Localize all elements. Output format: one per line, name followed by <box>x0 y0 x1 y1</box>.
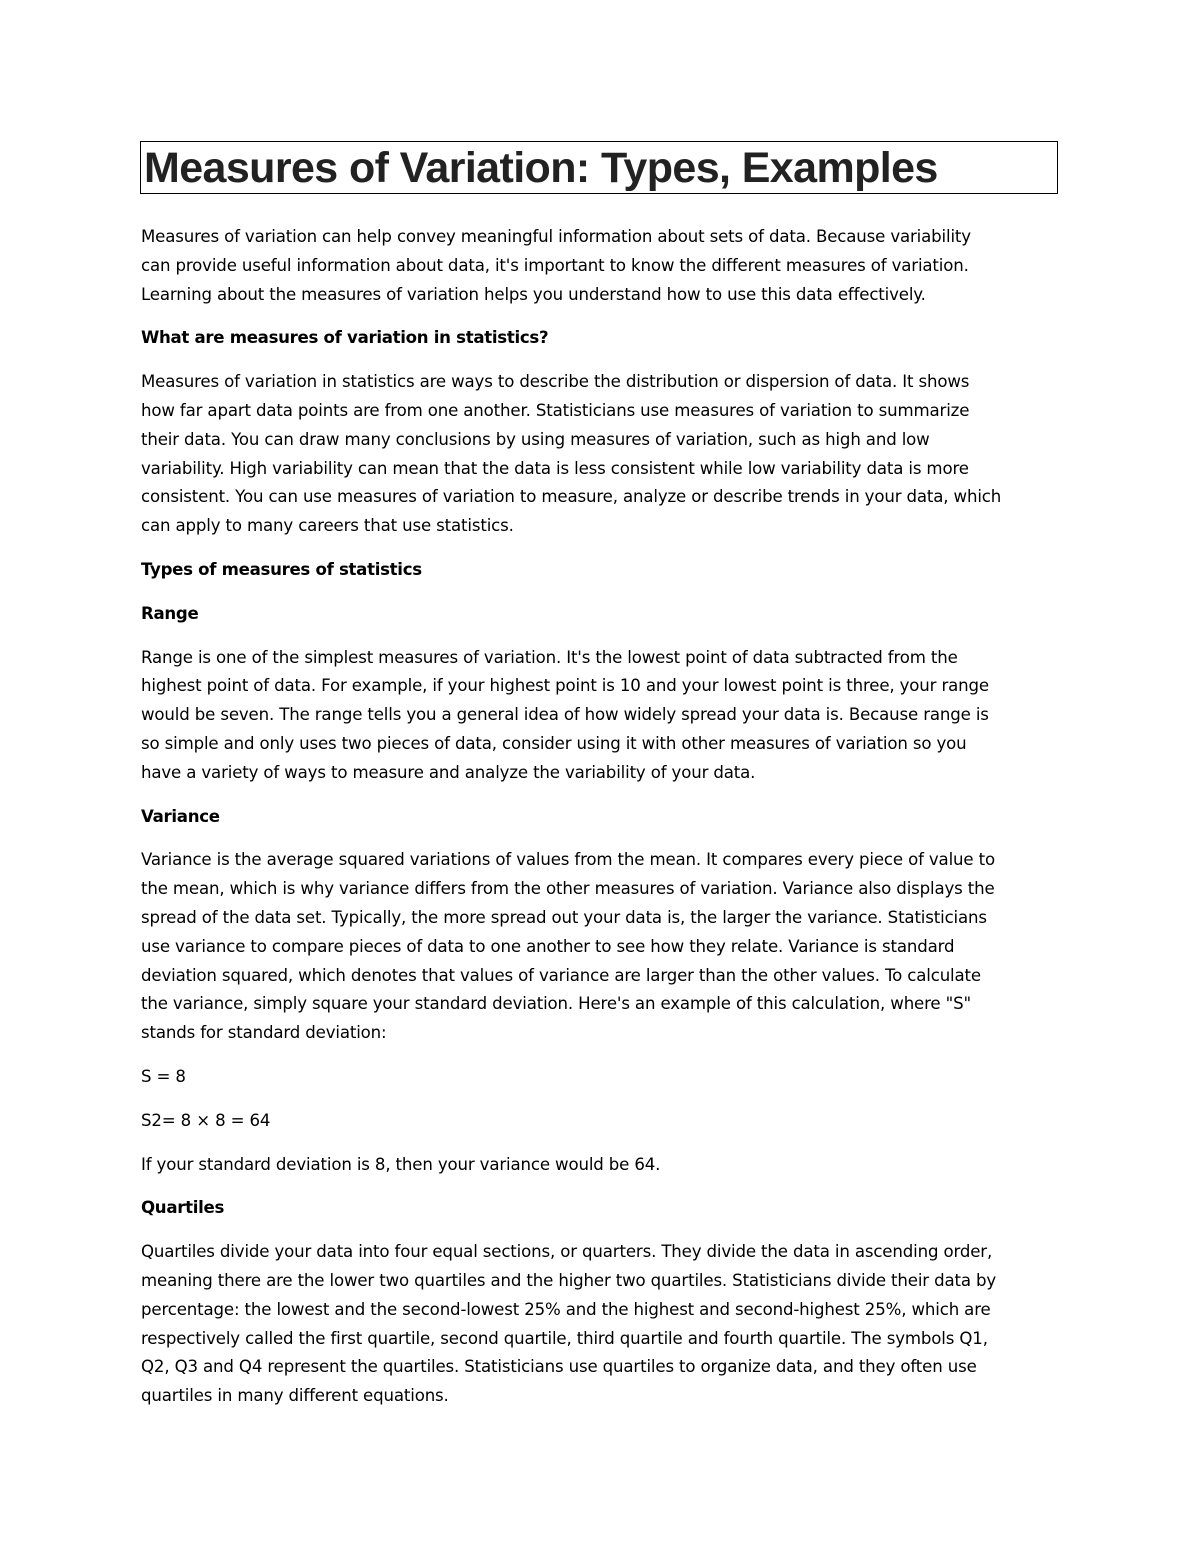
document-title: Measures of Variation: Types, Examples <box>144 144 938 192</box>
paragraph-line: their data. You can draw many conclusions by using measures of variation, such as high and low <box>141 429 930 449</box>
heading-types: Types of measures of statistics <box>141 559 422 579</box>
paragraph-line: Variance is the average squared variations of values from the mean. It compares every piece of value to <box>141 850 995 870</box>
variance-conclusion <box>141 1151 1071 1180</box>
paragraph-line: Measures of variation in statistics are ways to describe the distribution or dispersion of data. It shows <box>141 372 970 392</box>
paragraph-line: the mean, which is why variance differs from the other measures of variation. Variance also displays the <box>141 879 995 899</box>
paragraph-line: If your standard deviation is 8, then your variance would be 64. <box>141 1154 661 1174</box>
what-paragraph <box>141 368 1071 541</box>
intro-paragraph <box>141 223 1071 309</box>
paragraph-line: use variance to compare pieces of data to one another to see how they relate. Variance is standard <box>141 936 955 956</box>
heading-variance: Variance <box>141 806 220 826</box>
paragraph-line: Quartiles divide your data into four equal sections, or quarters. They divide the data in ascending order, <box>141 1242 993 1262</box>
paragraph-line: can apply to many careers that use statistics. <box>141 516 514 536</box>
title-box <box>140 141 1058 194</box>
formula-line-1 <box>141 1063 1071 1092</box>
paragraph-line: the variance, simply square your standard deviation. Here's an example of this calculation, where "S" <box>141 994 971 1014</box>
paragraph-line: respectively called the first quartile, second quartile, third quartile and fourth quartile. The symbols Q1, <box>141 1328 988 1348</box>
paragraph-line: Learning about the measures of variation helps you understand how to use this data effectively. <box>141 284 926 304</box>
paragraph-line: can provide useful information about data, it's important to know the different measures of variation. <box>141 255 969 275</box>
paragraph-line: Measures of variation can help convey meaningful information about sets of data. Because variability <box>141 227 971 246</box>
paragraph-line: Range is one of the simplest measures of variation. It's the lowest point of data subtracted from the <box>141 647 958 667</box>
paragraph-line: how far apart data points are from one another. Statisticians use measures of variation to summarize <box>141 400 970 420</box>
paragraph-line: have a variety of ways to measure and analyze the variability of your data. <box>141 762 756 782</box>
paragraph-line: stands for standard deviation: <box>141 1023 387 1043</box>
paragraph-line: meaning there are the lower two quartiles and the higher two quartiles. Statisticians divide their data by <box>141 1270 997 1290</box>
paragraph-line: would be seven. The range tells you a general idea of how widely spread your data is. Because range is <box>141 705 989 725</box>
paragraph-line: so simple and only uses two pieces of data, consider using it with other measures of variation so you <box>141 733 967 753</box>
paragraph-line: spread of the data set. Typically, the more spread out your data is, the larger the variance. Statisticians <box>141 907 987 927</box>
formula-text: S2= 8 × 8 = 64 <box>141 1110 271 1130</box>
formula-text: S = 8 <box>141 1066 186 1086</box>
paragraph-line: Q2, Q3 and Q4 represent the quartiles. Statisticians use quartiles to organize data, and they often use <box>141 1357 977 1377</box>
range-paragraph <box>141 644 1071 788</box>
heading-quartiles: Quartiles <box>141 1198 225 1218</box>
paragraph-line: percentage: the lowest and the second-lowest 25% and the highest and second-highest 25%, which are <box>141 1299 991 1319</box>
paragraph-line: consistent. You can use measures of variation to measure, analyze or describe trends in your data, which <box>141 487 1002 507</box>
paragraph-line: variability. High variability can mean that the data is less consistent while low variability data is more <box>141 458 969 478</box>
heading-what-are-measures: What are measures of variation in statistics? <box>141 328 549 348</box>
quartiles-paragraph <box>141 1238 1071 1411</box>
formula-line-2 <box>141 1107 1071 1136</box>
paragraph-line: deviation squared, which denotes that values of variance are larger than the other values. To calculate <box>141 965 981 985</box>
document-body <box>141 223 1071 1426</box>
heading-range: Range <box>141 603 199 623</box>
variance-paragraph <box>141 846 1071 1048</box>
paragraph-line: quartiles in many different equations. <box>141 1386 449 1406</box>
paragraph-line: highest point of data. For example, if your highest point is 10 and your lowest point is three, your range <box>141 676 989 696</box>
